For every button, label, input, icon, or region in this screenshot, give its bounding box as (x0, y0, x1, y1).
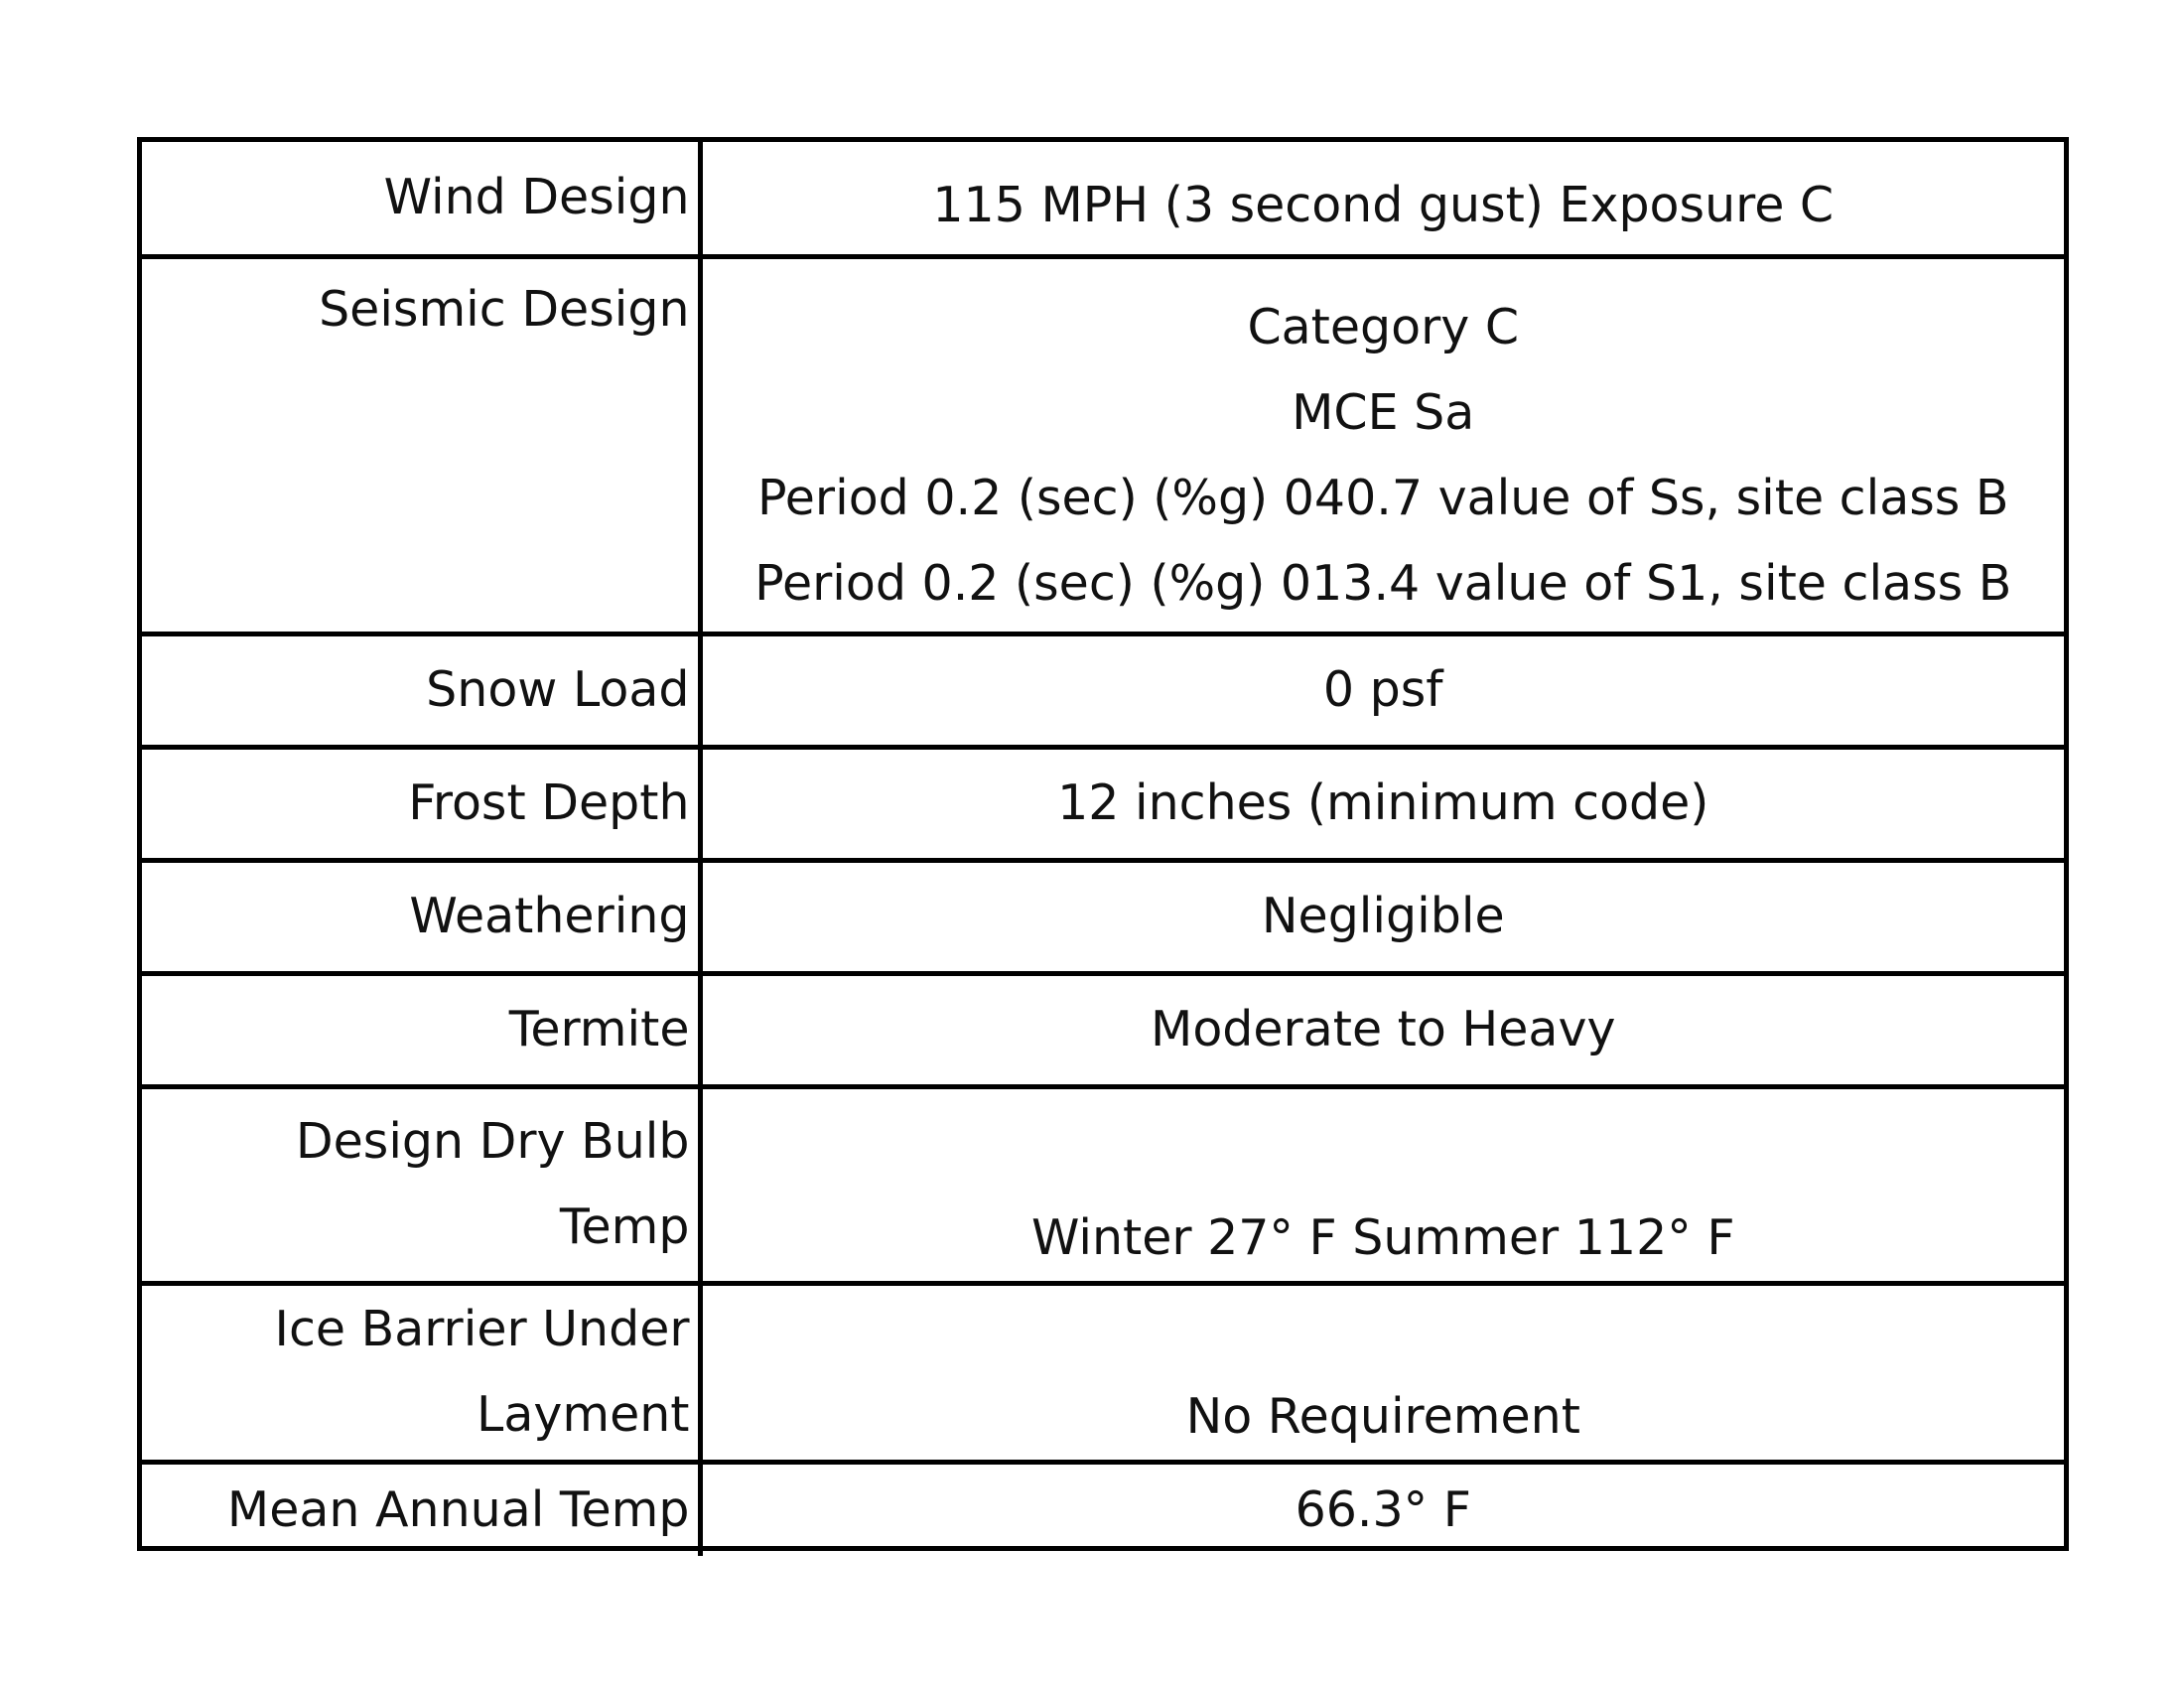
table-row (142, 860, 2064, 973)
label-cell (142, 860, 700, 973)
value-cell (700, 1086, 2064, 1283)
value-cell (700, 1283, 2064, 1462)
label-text: Design Dry Bulb (295, 1113, 690, 1170)
label-cell (142, 256, 700, 633)
table-row (142, 973, 2064, 1086)
label-text: Snow Load (426, 661, 690, 718)
value-cell (700, 860, 2064, 973)
label-cell (142, 142, 700, 256)
design-criteria-sheet (137, 137, 2069, 1551)
value-cell (700, 633, 2064, 747)
label-text: Frost Depth (408, 774, 690, 831)
label-text: Temp (559, 1198, 690, 1255)
label-cell (142, 747, 700, 860)
value-text: MCE Sa (1292, 383, 1475, 441)
value-text: 115 MPH (3 second gust) Exposure C (932, 176, 1835, 233)
value-text: Period 0.2 (sec) (%g) 013.4 value of S1, site class B (754, 554, 2012, 612)
value-text: 12 inches (minimum code) (1057, 774, 1709, 831)
table-row (142, 1462, 2064, 1556)
label-text: Seismic Design (319, 280, 690, 338)
value-text: 66.3° F (1295, 1480, 1471, 1538)
value-cell (700, 256, 2064, 633)
label-cell (142, 1086, 700, 1283)
label-cell (142, 633, 700, 747)
label-cell (142, 1462, 700, 1556)
value-text: 0 psf (1322, 661, 1443, 718)
table-row (142, 256, 2064, 633)
table-row (142, 1086, 2064, 1283)
label-text: Ice Barrier Under (274, 1301, 690, 1357)
value-cell (700, 747, 2064, 860)
label-text: Mean Annual Temp (226, 1480, 690, 1538)
value-cell (700, 973, 2064, 1086)
table-row (142, 142, 2064, 256)
value-text: Period 0.2 (sec) (%g) 040.7 value of Ss, site class B (756, 469, 2009, 526)
value-cell (700, 142, 2064, 256)
table-row (142, 1283, 2064, 1462)
label-cell (142, 1283, 700, 1462)
label-text: Termite (508, 1001, 690, 1057)
design-criteria-table (142, 142, 2064, 1556)
table-row (142, 633, 2064, 747)
value-text: Category C (1247, 298, 1520, 355)
value-text: Negligible (1261, 888, 1505, 944)
value-text: Moderate to Heavy (1151, 1001, 1616, 1057)
label-text: Weathering (409, 888, 690, 944)
label-text: Wind Design (383, 169, 690, 226)
label-cell (142, 973, 700, 1086)
table-row (142, 747, 2064, 860)
label-text: Layment (477, 1386, 690, 1443)
value-cell (700, 1462, 2064, 1556)
value-text: No Requirement (1185, 1387, 1580, 1445)
value-text: Winter 27° F Summer 112° F (1030, 1208, 1735, 1266)
